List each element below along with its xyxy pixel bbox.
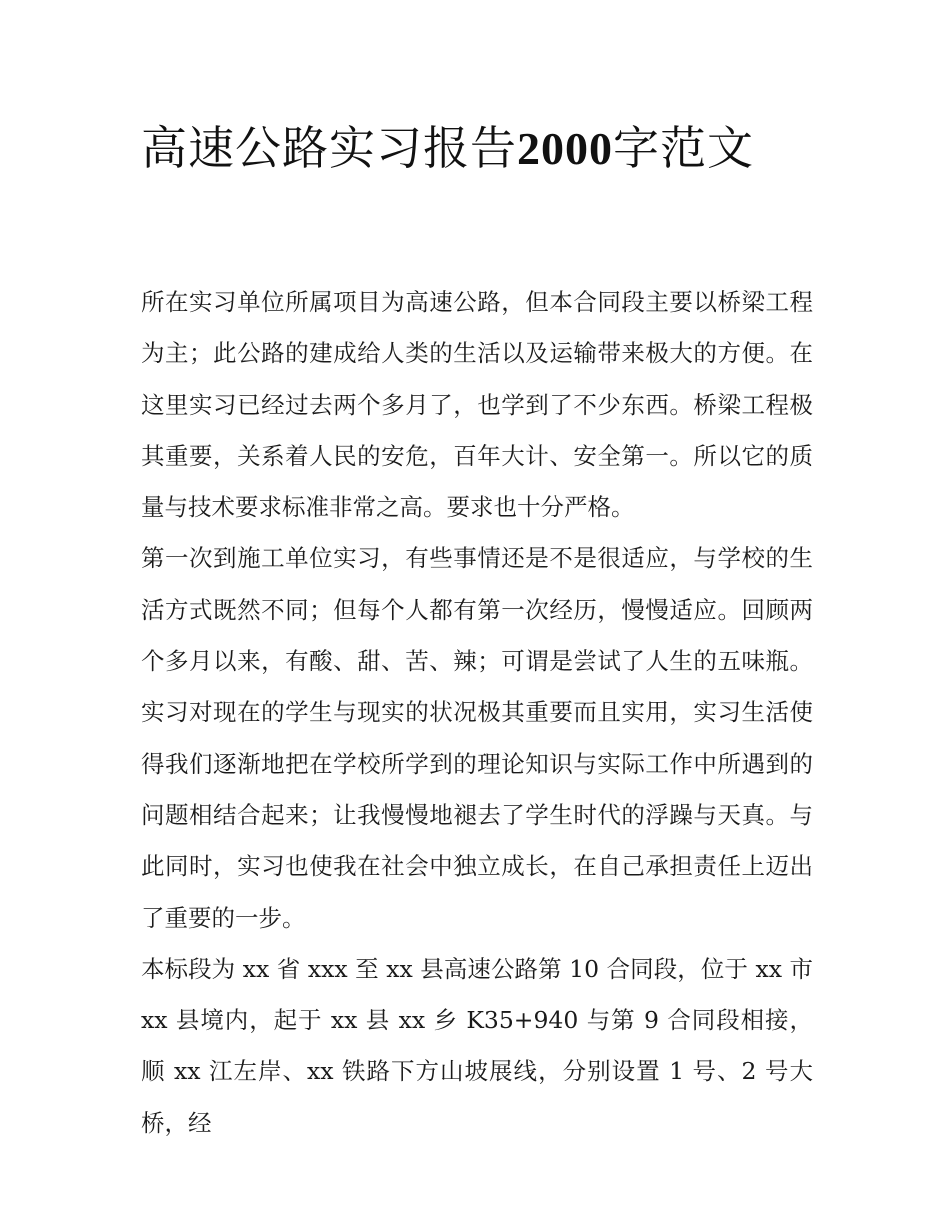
title-suffix: 字范文 xyxy=(613,121,754,175)
document-body xyxy=(141,277,813,1149)
paragraph-2: 第一次到施工单位实习，有些事情还是不是很适应，与学校的生活方式既然不同；但每个人都有第一次经历，慢慢适应。回顾两个多月以来，有酸、甜、苦、辣；可谓是尝试了人生的五味瓶。实习对现在的学生与现实的状况极其重要而且实用，实习生活使得我们逐渐地把在学校所学到的理论知识与实际工作中所遇到的问题相结合起来；让我慢慢地褪去了学生时代的浮躁与天真。与此同时，实习也使我在社会中独立成长，在自己承担责任上迈出了重要的一步。 xyxy=(141,544,813,932)
paragraph-1: 所在实习单位所属项目为高速公路，但本合同段主要以桥梁工程为主；此公路的建成给人类的生活以及运输带来极大的方便。在这里实习已经过去两个多月了，也学到了不少东西。桥梁工程极其重要，关系着人民的安危，百年大计、安全第一。所以它的质量与技术要求标准非常之高。要求也十分严格。 xyxy=(141,288,813,522)
title-prefix: 高速公路实习报告 xyxy=(141,121,517,175)
paragraph-3: 本标段为 xx 省 xxx 至 xx 县高速公路第 10 合同段，位于 xx 市 xx 县境内，起于 xx 县 xx 乡 K35+940 与第 9 合同段相接，顺 xx 江左岸、xx 铁路下方山坡展线，分别设置 1 号、2 号大桥，经 xyxy=(141,954,813,1137)
title-number: 2000 xyxy=(517,123,613,174)
document-title xyxy=(141,110,801,187)
